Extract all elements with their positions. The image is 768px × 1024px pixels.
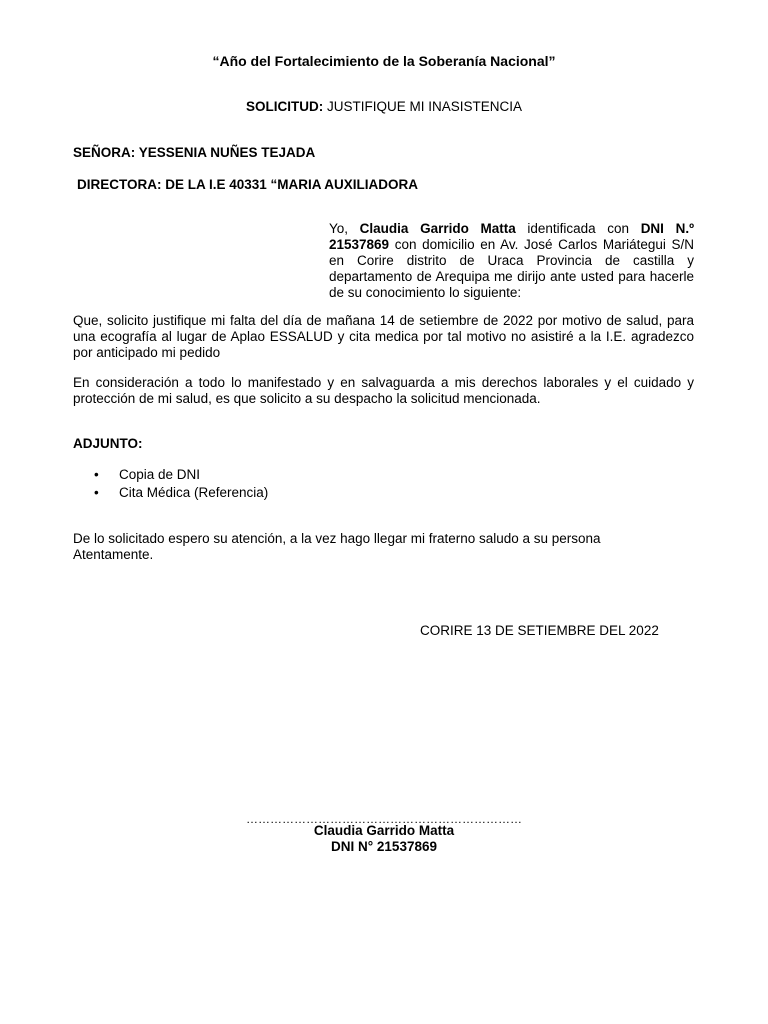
- year-motto: “Año del Fortalecimiento de la Soberanía Nacional”: [212, 53, 556, 69]
- list-item: [73, 485, 268, 503]
- intro-prefix: Yo,: [329, 221, 360, 236]
- closing-salutation: Atentamente.: [73, 547, 154, 562]
- attachment-label: Cita Médica (Referencia): [119, 485, 269, 500]
- bullet-icon: •: [94, 485, 99, 500]
- signature-dni: DNI N° 21537869: [331, 839, 437, 854]
- request-paragraph: Que, solicito justifique mi falta del día de mañana 14 de setiembre de 2022 por motivo de salud, para una ecografía al lugar de Aplao ESSALUD y cita medica por tal motivo no asistiré a la I.E. agradezco por anticipado mi pedido: [73, 313, 694, 360]
- addressee-line: SEÑORA: YESSENIA NUÑES TEJADA: [73, 145, 316, 160]
- place-date-line: CORIRE 13 DE SETIEMBRE DEL 2022: [420, 623, 659, 638]
- attachments-heading: ADJUNTO:: [73, 436, 143, 451]
- applicant-name: Claudia Garrido Matta: [359, 221, 516, 236]
- attachment-label: Copia de DNI: [119, 467, 201, 482]
- subject-text: JUSTIFIQUE MI INASISTENCIA: [323, 99, 523, 114]
- subject-line: [0, 99, 768, 115]
- bullet-icon: •: [94, 467, 99, 482]
- consideration-paragraph: En consideración a todo lo manifestado y en salvaguarda a mis derechos laborales y el cuidado y protección de mi salud, es que solicito a su despacho la solicitud mencionada.: [73, 375, 694, 406]
- subject-label: SOLICITUD:: [245, 99, 324, 114]
- applicant-dni: DNI N.º 21537869: [329, 221, 694, 252]
- closing-line: De lo solicitado espero su atención, a la vez hago llegar mi fraterno saludo a su persona: [73, 531, 601, 546]
- intro-rest: con domicilio en Av. José Carlos Mariátegui S/N en Corire distrito de Uraca Provincia de castilla y departamento de Arequipa me dirijo ante usted para hacerle de su conocimiento lo siguiente:: [329, 237, 694, 300]
- signature-name: Claudia Garrido Matta: [313, 823, 455, 838]
- intro-paragraph: [329, 221, 694, 301]
- attachments-list: [73, 467, 268, 503]
- addressee-position: DIRECTORA: DE LA I.E 40331 “MARIA AUXILIADORA: [77, 177, 419, 192]
- signature-line: ……………………………………………………………: [246, 812, 522, 826]
- closing-paragraph: [73, 531, 694, 563]
- intro-middle: identificada con: [515, 221, 641, 236]
- list-item: [73, 467, 268, 485]
